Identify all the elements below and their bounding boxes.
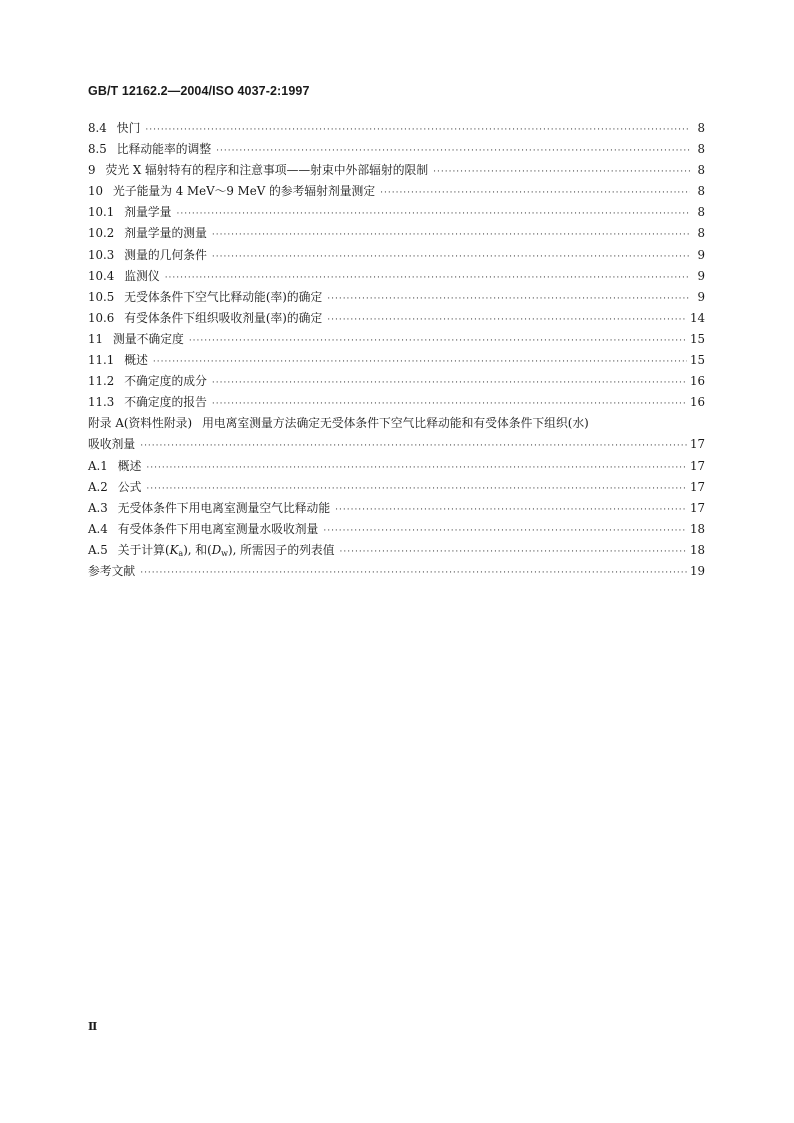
dot-leader xyxy=(189,331,687,352)
dot-leader xyxy=(146,458,687,479)
toc-entry-page: 9 xyxy=(697,289,705,304)
toc-entry[interactable] xyxy=(88,392,705,413)
toc-entry-title: 剂量学量的测量 xyxy=(124,226,207,241)
toc-entry-number: 10 xyxy=(88,184,104,199)
dot-leader xyxy=(216,141,690,162)
toc-entry[interactable] xyxy=(88,519,705,540)
toc-entry[interactable] xyxy=(88,139,705,160)
toc-title-part: ), 和( xyxy=(183,542,212,557)
dose-symbol: D xyxy=(211,542,222,557)
toc-entry-title: 比释动能率的调整 xyxy=(116,142,212,157)
toc-entry[interactable] xyxy=(88,477,705,498)
toc-entry-number: 8.4 xyxy=(88,121,107,135)
kerma-symbol: K xyxy=(169,542,179,557)
table-of-contents xyxy=(88,118,705,582)
toc-entry-page: 16 xyxy=(689,395,705,410)
toc-entry-annex[interactable] xyxy=(88,413,705,434)
toc-entry-number: 11.1 xyxy=(88,353,115,368)
dot-leader xyxy=(153,352,687,373)
page-number: Ⅱ xyxy=(88,1020,98,1033)
toc-entry-title: 用电离室测量方法确定无受体条件下空气比释动能和有受体条件下组织(水) xyxy=(202,416,589,431)
toc-entry[interactable] xyxy=(88,202,705,223)
toc-entry-number: 附录 A(资料性附录) xyxy=(88,416,193,431)
toc-entry-title: 监测仪 xyxy=(124,268,160,283)
dot-leader xyxy=(212,373,687,394)
toc-entry-title: 测量的几何条件 xyxy=(124,247,207,262)
toc-entry-title: 光子能量为 4 MeV～9 MeV 的参考辐射剂量测定 xyxy=(113,184,376,199)
toc-title-part: 关于计算( xyxy=(117,542,170,557)
dot-leader xyxy=(212,225,690,246)
toc-entry-page: 18 xyxy=(689,521,705,536)
dot-leader xyxy=(340,542,687,563)
toc-entry-title: 快门 xyxy=(116,121,141,135)
toc-entry[interactable] xyxy=(88,540,705,561)
toc-entry-title: 公式 xyxy=(117,479,142,494)
toc-entry[interactable] xyxy=(88,223,705,244)
toc-entry-page: 17 xyxy=(689,479,705,494)
toc-entry[interactable] xyxy=(88,287,705,308)
toc-entry-page: 19 xyxy=(689,563,705,578)
toc-entry-title: 测量不确定度 xyxy=(113,331,184,346)
toc-entry-page: 8 xyxy=(697,142,705,157)
toc-entry[interactable] xyxy=(88,118,705,139)
toc-entry-page: 17 xyxy=(689,437,705,452)
toc-entry-page: 17 xyxy=(689,458,705,473)
toc-entry-page: 8 xyxy=(697,205,705,220)
toc-entry-number: 10.6 xyxy=(88,310,115,325)
toc-entry-title: 吸收剂量 xyxy=(88,437,136,452)
toc-entry-page: 17 xyxy=(689,500,705,515)
toc-entry-number: A.2 xyxy=(88,479,108,494)
toc-entry-title: 参考文献 xyxy=(88,563,136,578)
toc-entry-number: A.3 xyxy=(88,500,108,515)
toc-entry-title: 有受体条件下用电离室测量水吸收剂量 xyxy=(117,521,319,536)
toc-entry-title: 剂量学量 xyxy=(124,205,172,220)
toc-entry-references[interactable] xyxy=(88,561,705,582)
dot-leader xyxy=(140,436,687,457)
toc-entry-title: 荧光 X 辐射特有的程序和注意事项——射束中外部辐射的限制 xyxy=(105,163,429,178)
toc-entry-number: 10.5 xyxy=(88,289,115,304)
dot-leader xyxy=(212,394,687,415)
toc-entry[interactable] xyxy=(88,245,705,266)
dot-leader xyxy=(327,289,690,310)
toc-entry[interactable] xyxy=(88,371,705,392)
toc-entry-number: 9 xyxy=(88,163,96,178)
toc-entry-title: 不确定度的报告 xyxy=(124,395,207,410)
toc-entry-number: 11 xyxy=(88,331,104,346)
toc-entry[interactable] xyxy=(88,160,705,181)
toc-entry-number: 10.2 xyxy=(88,226,115,241)
toc-entry-page: 8 xyxy=(697,163,705,178)
dot-leader xyxy=(176,204,690,225)
dot-leader xyxy=(145,120,690,141)
toc-entry-page: 8 xyxy=(697,226,705,241)
toc-entry-title: 不确定度的成分 xyxy=(124,374,207,389)
toc-entry[interactable] xyxy=(88,498,705,519)
toc-entry-page: 15 xyxy=(689,331,705,346)
toc-entry-page: 9 xyxy=(697,247,705,262)
toc-entry-title: 无受体条件下用电离室测量空气比释动能 xyxy=(117,500,331,515)
toc-entry-number: 10.1 xyxy=(88,205,115,220)
kerma-subscript: a xyxy=(178,548,184,558)
toc-entry-number: 11.2 xyxy=(88,374,115,389)
toc-entry[interactable] xyxy=(88,181,705,202)
toc-entry-number: A.1 xyxy=(88,458,108,473)
dose-subscript: w xyxy=(221,548,229,558)
toc-entry[interactable] xyxy=(88,329,705,350)
toc-entry-number: 10.4 xyxy=(88,268,115,283)
toc-entry-title: 无受体条件下空气比释动能(率)的确定 xyxy=(124,289,323,304)
dot-leader xyxy=(140,563,687,584)
dot-leader xyxy=(433,162,690,183)
toc-entry-number: 8.5 xyxy=(88,142,107,157)
toc-entry-page: 15 xyxy=(689,353,705,368)
toc-entry[interactable] xyxy=(88,456,705,477)
dot-leader xyxy=(323,521,687,542)
toc-title-part: ), 所需因子的列表值 xyxy=(228,542,335,557)
standard-identifier: GB/T 12162.2—2004/ISO 4037-2:1997 xyxy=(88,84,310,98)
toc-entry-page: 8 xyxy=(697,121,705,135)
toc-entry[interactable] xyxy=(88,308,705,329)
toc-entry-number: 10.3 xyxy=(88,247,115,262)
toc-entry-page: 16 xyxy=(689,374,705,389)
dot-leader xyxy=(212,247,690,268)
dot-leader xyxy=(165,268,690,289)
toc-entry-title: 有受体条件下组织吸收剂量(率)的确定 xyxy=(124,310,323,325)
dot-leader xyxy=(146,479,687,500)
dot-leader xyxy=(380,183,690,204)
toc-entry-number: A.5 xyxy=(88,542,108,557)
toc-entry[interactable] xyxy=(88,350,705,371)
toc-entry[interactable] xyxy=(88,266,705,287)
toc-entry-page: 14 xyxy=(689,310,705,325)
toc-entry-number: A.4 xyxy=(88,521,108,536)
toc-entry-page: 18 xyxy=(689,542,705,557)
toc-entry-page: 9 xyxy=(697,268,705,283)
toc-entry-title: 概述 xyxy=(117,458,142,473)
dot-leader xyxy=(335,500,687,521)
dot-leader xyxy=(327,310,687,331)
toc-entry-title xyxy=(118,543,335,557)
toc-entry-title: 概述 xyxy=(124,353,148,368)
toc-entry-continuation[interactable] xyxy=(88,434,705,455)
toc-entry-number: 11.3 xyxy=(88,395,115,410)
toc-entry-page: 8 xyxy=(697,184,705,199)
